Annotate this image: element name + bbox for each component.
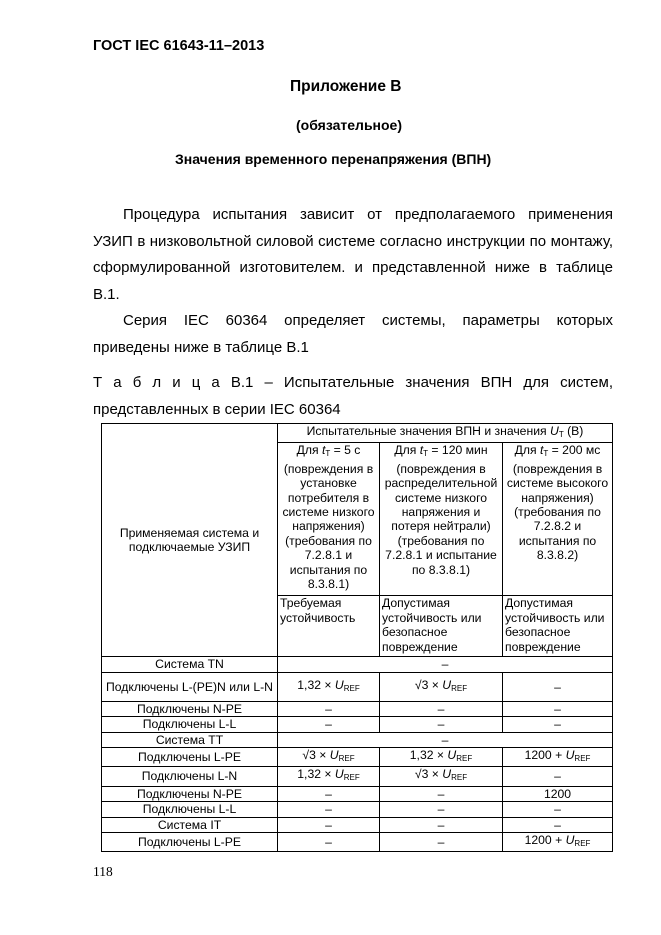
cell-c3: $1200 + U_{REF}$: [503, 833, 613, 852]
row-label: Подключены L-PE: [102, 748, 278, 767]
table-caption: Т а б л и ц а В.1 – Испытательные значения ВПН для систем, представленных в серии IEC 60364: [93, 374, 613, 418]
cell-c1: $1,32 \times U_{REF}$: [278, 672, 380, 701]
cell-c1: –: [278, 802, 380, 817]
paragraph-series-text: Серия IEC 60364 определяет системы, параметры которых приведены ниже в таблице В.1: [93, 312, 613, 356]
cell-c2: –: [380, 717, 503, 732]
col3-requirement: Допустимая устойчивость или безопасное повреждение: [503, 596, 613, 657]
table-row: [102, 802, 613, 817]
row-label: Подключены L-(PE)N или L-N: [102, 672, 278, 701]
cell-c1: –: [278, 786, 380, 801]
cell-c2: –: [380, 786, 503, 801]
cell-c3: –: [503, 717, 613, 732]
row-label: Система TT: [102, 732, 278, 747]
standard-designation: ГОСТ IEC 61643-11–2013: [93, 38, 265, 54]
table-row: [102, 748, 613, 767]
row-label: Подключены L-N: [102, 767, 278, 786]
row-label: Подключены N-PE: [102, 701, 278, 716]
table-row: [102, 701, 613, 716]
cell-c1: –: [278, 817, 380, 832]
table-row: [102, 717, 613, 732]
cell-c2: $1,32 \times U_{REF}$: [380, 748, 503, 767]
row-label: Подключены L-L: [102, 717, 278, 732]
annex-title: Приложение В: [290, 78, 402, 95]
cell-c1: $√3 \times U_{REF}$: [278, 748, 380, 767]
annex-kind: (обязательное): [296, 117, 403, 133]
cell-c1: –: [278, 833, 380, 852]
cell-c2: –: [380, 701, 503, 716]
page-number: 118: [93, 864, 113, 879]
cell-c1: –: [278, 717, 380, 732]
cell-c3: –: [503, 817, 613, 832]
col2-requirement: Допустимая устойчивость или безопасное повреждение: [380, 596, 503, 657]
row-label: Подключены L-L: [102, 802, 278, 817]
table-row: [102, 732, 613, 747]
cell-c2: $√3 \times U_{REF}$: [380, 767, 503, 786]
cell-c1: $1,32 \times U_{REF}$: [278, 767, 380, 786]
table-row: [102, 767, 613, 786]
row-label: Система TN: [102, 657, 278, 672]
row-label: Подключены L-PE: [102, 833, 278, 852]
cell-c3: –: [503, 701, 613, 716]
paragraph-procedure-text: Процедура испытания зависит от предполагаемого применения УЗИП в низковольтной силовой системе согласно инструкции по монтажу, сформулированной изготовителем. и представленной ниже в таблице В.1.: [93, 206, 613, 303]
col3-condition: Для $t_T = 200$ мс (повреждения в системе высокого напряжения) (требования по 7.2.8.2 и испытания по 8.3.8.2): [503, 443, 613, 596]
cell-c3: 1200: [503, 786, 613, 801]
table-row: [102, 833, 613, 852]
col2-condition: Для $t_T = 120$ мин (повреждения в распределительной системе низкого напряжения и потеря нейтрали) (требования по 7.2.8.1 и испытание по 8.3.8.1): [380, 443, 503, 596]
row-header-cell: Применяемая система и подключаемые УЗИП: [102, 424, 278, 657]
paragraph-procedure: [93, 202, 613, 308]
col1-condition: Для $t_T = 5$ с (повреждения в установке потребителя в системе низкого напряжения) (требования по 7.2.8.1 и испытания по 8.3.8.1): [278, 443, 380, 596]
cell-c3: –: [503, 802, 613, 817]
table-row: [102, 817, 613, 832]
cell-c3: $1200 + U_{REF}$: [503, 748, 613, 767]
cell-c3: –: [503, 672, 613, 701]
table-row: [102, 786, 613, 801]
table-row: [102, 657, 613, 672]
table-row: [102, 672, 613, 701]
row-label: Подключены N-PE: [102, 786, 278, 801]
col1-requirement: Требуемая устойчивость: [278, 596, 380, 657]
row-label: Система IT: [102, 817, 278, 832]
merged-cell: –: [278, 657, 613, 672]
cell-c2: $√3 \times U_{REF}$: [380, 672, 503, 701]
cell-c2: –: [380, 833, 503, 852]
tov-table: [101, 423, 613, 852]
cell-c3: –: [503, 767, 613, 786]
paragraph-series: [93, 308, 613, 361]
cell-c2: –: [380, 817, 503, 832]
merged-cell: –: [278, 732, 613, 747]
group-header-cell: Испытательные значения ВПН и значения $U_T$ (В): [278, 424, 613, 443]
annex-subtitle: Значения временного перенапряжения (ВПН): [175, 151, 492, 167]
cell-c1: –: [278, 701, 380, 716]
cell-c2: –: [380, 802, 503, 817]
